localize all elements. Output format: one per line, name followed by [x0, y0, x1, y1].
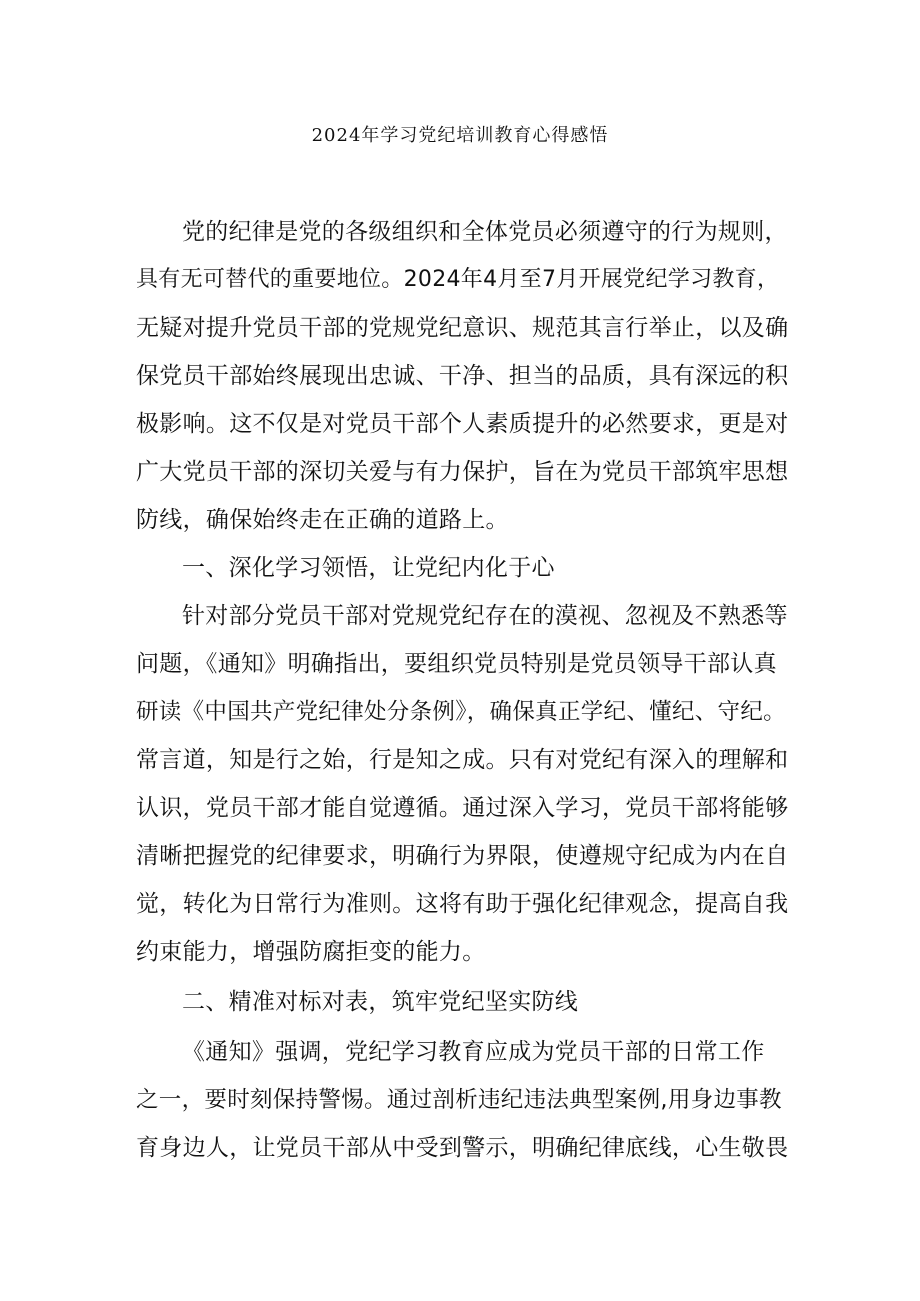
paragraph-3-line-2: 之一，要时刻保持警惕。通过剖析违纪违法典型案例,用身边事教 — [136, 1087, 782, 1113]
paragraph-2-line-3: 研读《中国共产党纪律处分条例》，确保真正学纪、懂纪、守纪。 — [136, 699, 786, 725]
paragraph-2-line-1: 针对部分党员干部对党规党纪存在的漠视、忽视及不熟悉等 — [182, 603, 788, 629]
section-heading-1: 一、深化学习领悟，让党纪内化于心 — [182, 555, 555, 581]
paragraph-3-line-1: 《通知》强调，党纪学习教育应成为党员干部的日常工作 — [182, 1039, 765, 1065]
paragraph-2-line-2: 问题，《通知》明确指出，要组织党员特别是党员领导干部认真 — [136, 651, 777, 677]
paragraph-1-line-3: 无疑对提升党员干部的党规党纪意识、规范其言行举止，以及确 — [136, 315, 789, 341]
paragraph-1-line-6: 广大党员干部的深切关爱与有力保护，旨在为党员干部筑牢思想 — [136, 459, 789, 485]
section-heading-2: 二、精准对标对表，筑牢党纪坚实防线 — [182, 989, 579, 1015]
paragraph-2-line-6: 清晰把握党的纪律要求，明确行为界限，使遵规守纪成为内在自 — [136, 843, 789, 869]
paragraph-1-line-2: 具有无可替代的重要地位。2024年4月至7月开展党纪学习教育， — [136, 267, 780, 292]
paragraph-2-line-7: 觉，转化为日常行为准则。这将有助于强化纪律观念，提高自我 — [136, 891, 789, 917]
paragraph-1-line-5: 极影响。这不仅是对党员干部个人素质提升的必然要求，更是对 — [136, 411, 789, 437]
document-title: 2024年学习党纪培训教育心得感悟 — [311, 125, 609, 146]
paragraph-2-line-5: 认识，党员干部才能自觉遵循。通过深入学习，党员干部将能够 — [136, 795, 789, 821]
paragraph-1-line-1: 党的纪律是党的各级组织和全体党员必须遵守的行为规则， — [182, 219, 788, 245]
paragraph-2-line-8: 约束能力，增强防腐拒变的能力。 — [136, 939, 486, 965]
paragraph-1-line-7: 防线，确保始终走在正确的道路上。 — [136, 507, 509, 533]
paragraph-1-line-4: 保党员干部始终展现出忠诚、干净、担当的品质，具有深远的积 — [136, 363, 789, 389]
paragraph-2-line-4: 常言道，知是行之始，行是知之成。只有对党纪有深入的理解和 — [136, 747, 789, 773]
paragraph-3-line-3: 育身边人，让党员干部从中受到警示，明确纪律底线，心生敬畏 — [136, 1135, 789, 1161]
